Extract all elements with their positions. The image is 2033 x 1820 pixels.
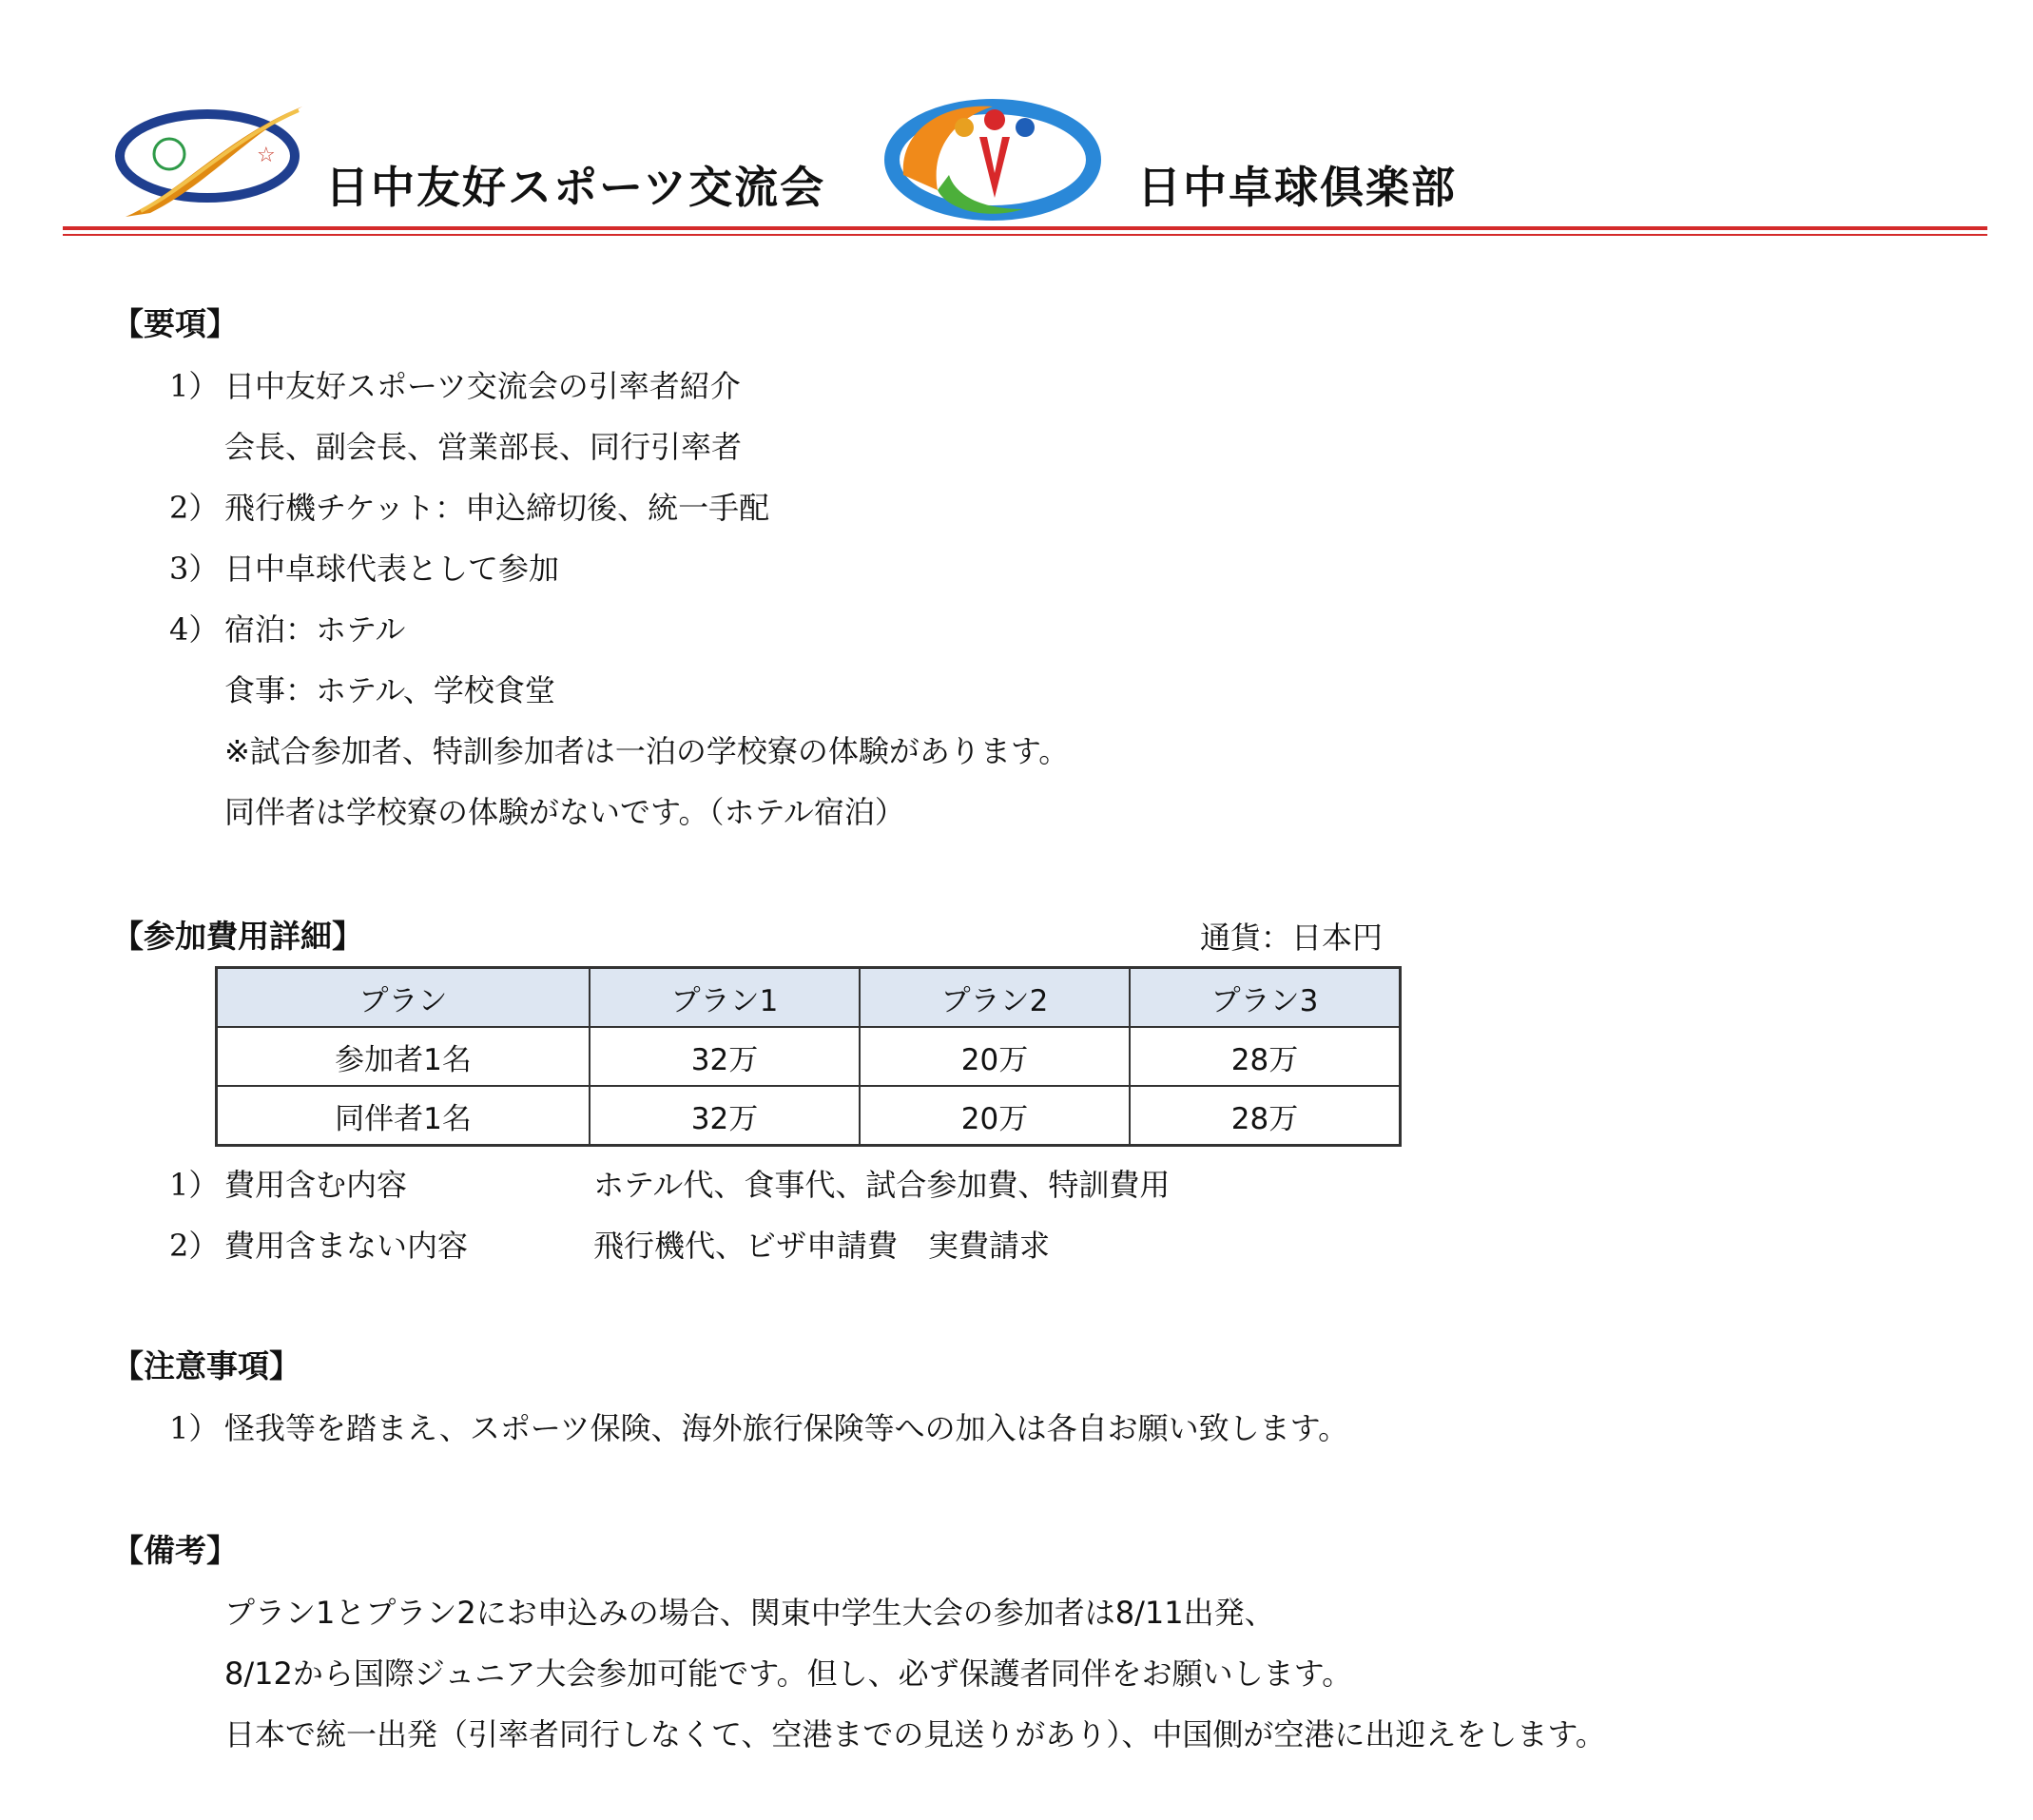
table-header-row [217, 968, 1401, 1028]
item-text: 飛行機チケット：申込締切後、統一手配 [224, 490, 770, 526]
org-right-title: 日中卓球倶楽部 [1137, 162, 1457, 213]
remarks-heading: 【備考】 [112, 1532, 238, 1569]
item-text: 日中卓球代表として参加 [224, 551, 560, 587]
item-number: 1） [169, 368, 220, 404]
summary-item [224, 672, 555, 708]
table-cell: 同伴者1名 [217, 1086, 591, 1146]
item-text: 日中友好スポーツ交流会の引率者紹介 [224, 368, 741, 404]
fee-note-label: 費用含まない内容 [224, 1228, 469, 1264]
table-header-cell: プラン2 [860, 968, 1130, 1028]
summary-item [224, 733, 1070, 769]
table-cell: 32万 [590, 1086, 860, 1146]
svg-text:☆: ☆ [257, 144, 276, 167]
fee-note [169, 1228, 469, 1264]
table-cell: 32万 [590, 1027, 860, 1086]
table-cell: 参加者1名 [217, 1027, 591, 1086]
item-text: 食事：ホテル、学校食堂 [224, 672, 555, 708]
remarks-line: 8/12から国際ジュニア大会参加可能です。但し、必ず保護者同伴をお願いします。 [224, 1655, 1353, 1692]
table-cell: 28万 [1130, 1086, 1401, 1146]
fee-note-value: 飛行機代、ビザ申請費 実費請求 [593, 1228, 1051, 1264]
item-number: 1） [169, 1167, 220, 1203]
summary-item [224, 794, 905, 830]
item-text: 同伴者は学校寮の体験がないです。（ホテル宿泊） [224, 794, 905, 830]
header-rule [63, 226, 1987, 230]
remarks-line: 日本で統一出発（引率者同行しなくて、空港までの見送りがあり）、中国側が空港に出迎えをします。 [224, 1716, 1606, 1752]
table-row [217, 1086, 1401, 1146]
caution-item [169, 1410, 1349, 1446]
fees-heading: 【参加費用詳細】 [112, 918, 363, 955]
item-text: 宿泊：ホテル [224, 611, 406, 648]
org-left-title: 日中友好スポーツ交流会 [325, 162, 826, 213]
summary-item [169, 551, 560, 587]
item-number: 4） [169, 611, 220, 648]
table-header-cell: プラン3 [1130, 968, 1401, 1028]
summary-item [169, 490, 770, 526]
table-cell: 20万 [860, 1086, 1130, 1146]
table-cell: 28万 [1130, 1027, 1401, 1086]
fee-table [215, 966, 1402, 1147]
summary-heading: 【要項】 [112, 305, 238, 342]
fee-note-value: ホテル代、食事代、試合参加費、特訓費用 [593, 1167, 1171, 1203]
caution-heading: 【注意事項】 [112, 1347, 300, 1384]
summary-item [224, 429, 743, 465]
item-text: 怪我等を踏まえ、スポーツ保険、海外旅行保険等への加入は各自お願い致します。 [224, 1410, 1349, 1446]
item-number: 3） [169, 551, 220, 587]
item-text: 会長、副会長、営業部長、同行引率者 [224, 429, 743, 465]
table-header-cell: プラン1 [590, 968, 860, 1028]
item-text: ※試合参加者、特訓参加者は一泊の学校寮の体験があります。 [224, 733, 1070, 769]
table-header-cell: プラン [217, 968, 591, 1028]
remarks-line: プラン1とプラン2にお申込みの場合、関東中学生大会の参加者は8/11出発、 [224, 1595, 1275, 1631]
summary-item [169, 611, 406, 648]
item-number: 2） [169, 490, 220, 526]
table-cell: 20万 [860, 1027, 1130, 1086]
item-number: 2） [169, 1228, 220, 1264]
fee-note-label: 費用含む内容 [224, 1167, 408, 1203]
summary-item [169, 368, 741, 404]
table-row [217, 1027, 1401, 1086]
item-number: 1） [169, 1410, 220, 1446]
header-rule-thin [63, 234, 1987, 236]
fee-note [169, 1167, 408, 1203]
ribbon-logo-icon [112, 99, 312, 223]
currency-note: 通貨：日本円 [1200, 920, 1384, 956]
people-circle-logo-icon [881, 99, 1105, 224]
